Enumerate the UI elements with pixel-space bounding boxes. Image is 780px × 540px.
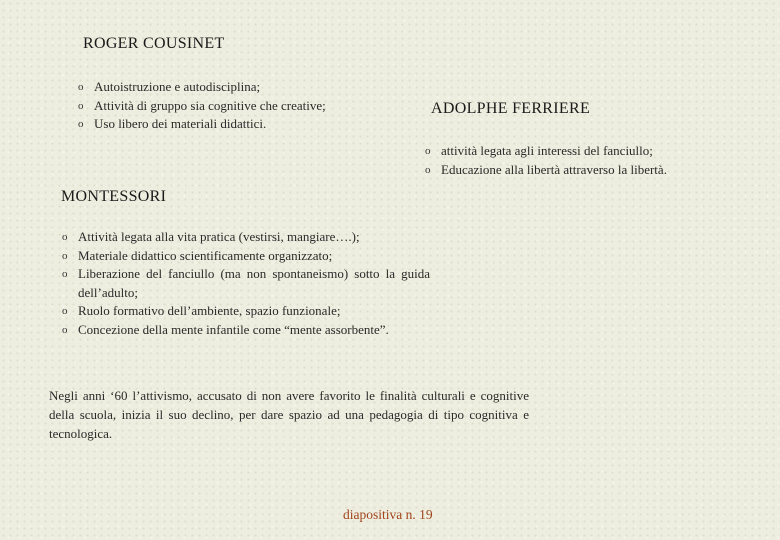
list-item (62, 247, 430, 266)
bullet-marker: o (425, 145, 431, 157)
list-item (78, 115, 378, 134)
list-item (62, 228, 430, 247)
bullet-marker: o (62, 268, 68, 280)
list-item-text: attività legata agli interessi del fanciullo; (441, 143, 653, 158)
bullet-marker: o (425, 163, 431, 176)
list-item (62, 302, 430, 321)
list-item (62, 265, 430, 302)
list-item-text: Materiale didattico scientificamente organizzato; (78, 247, 333, 263)
cousinet-heading: ROGER COUSINET (83, 35, 225, 52)
bullet-marker: o (62, 249, 68, 262)
list-item (78, 78, 378, 97)
list-item (78, 97, 378, 116)
bullet-marker: o (62, 323, 68, 336)
cousinet-list (78, 78, 378, 134)
ferriere-heading: ADOLPHE FERRIERE (431, 100, 591, 117)
bullet-marker: o (78, 118, 84, 130)
ferriere-list (425, 142, 725, 179)
list-item-text: Attività di gruppo sia cognitive che creative; (94, 97, 326, 113)
summary-paragraph: Negli anni ‘60 l’attivismo, accusato di non avere favorito le finalità culturali e cognitive della scuola, inizia il suo declino, per dare spazio ad una pedagogia di tipo cognitiva e tecnologica. (49, 388, 529, 441)
list-item-text: Uso libero dei materiali didattici. (94, 116, 267, 131)
list-item-text: Liberazione del fanciullo (ma non spontaneismo) sotto la guida dell’adulto; (78, 266, 430, 300)
list-item-text: Educazione alla libertà attraverso la libertà. (441, 161, 667, 177)
bullet-marker: o (78, 99, 84, 112)
list-item (62, 321, 430, 340)
bullet-marker: o (62, 305, 68, 317)
bullet-marker: o (78, 81, 84, 93)
bullet-marker: o (62, 231, 68, 243)
list-item-text: Ruolo formativo dell’ambiente, spazio funzionale; (78, 303, 341, 318)
montessori-list (62, 228, 430, 339)
list-item (425, 142, 725, 161)
list-item-text: Concezione della mente infantile come “mente assorbente”. (78, 321, 389, 337)
list-item-text: Autoistruzione e autodisciplina; (94, 79, 261, 94)
list-item-text: Attività legata alla vita pratica (vestirsi, mangiare….); (78, 229, 360, 244)
slide-number: diapositiva n. 19 (343, 507, 433, 522)
montessori-heading: MONTESSORI (61, 188, 167, 205)
list-item (425, 161, 725, 180)
